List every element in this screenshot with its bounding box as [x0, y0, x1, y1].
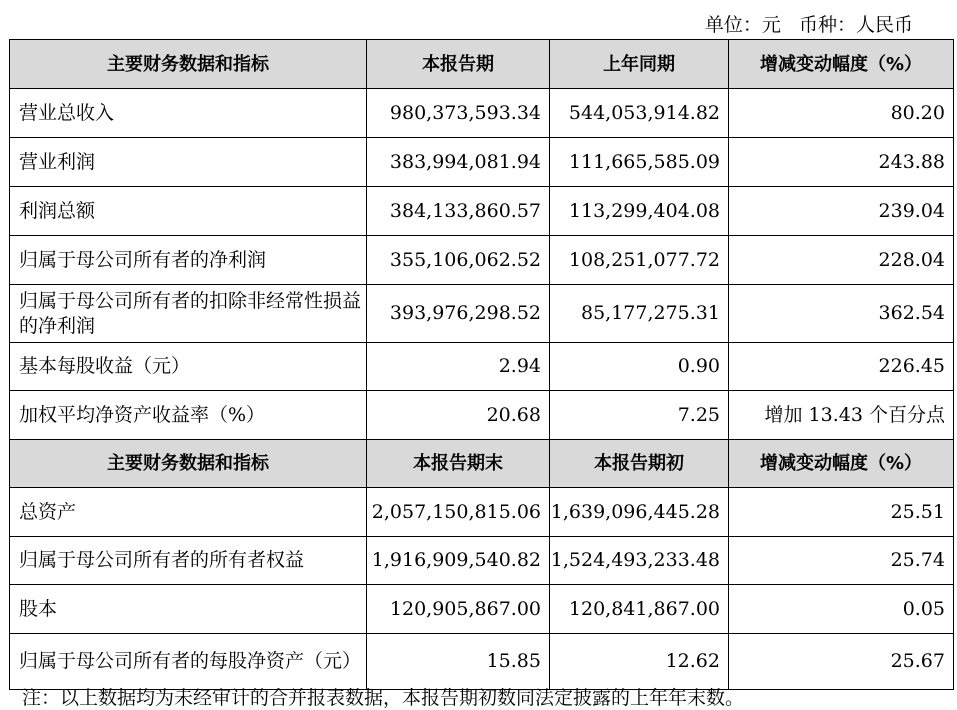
row-current: 980,373,593.34 — [367, 89, 550, 138]
row-label: 归属于母公司所有者的扣除非经常性损益的净利润 — [10, 285, 367, 343]
row-prior: 0.90 — [550, 343, 729, 391]
table-header-row — [10, 40, 954, 89]
row-prior: 113,299,404.08 — [550, 187, 729, 236]
row-change: 25.67 — [729, 634, 954, 690]
row-prior: 12.62 — [550, 634, 729, 690]
row-prior: 1,524,493,233.48 — [550, 537, 729, 585]
row-change: 0.05 — [729, 585, 954, 634]
table-row — [10, 236, 954, 285]
row-label: 加权平均净资产收益率（%） — [10, 391, 367, 440]
table-row — [10, 537, 954, 585]
row-change: 25.74 — [729, 537, 954, 585]
table-row — [10, 585, 954, 634]
row-change: 80.20 — [729, 89, 954, 138]
row-label: 归属于母公司所有者的所有者权益 — [10, 537, 367, 585]
row-prior: 120,841,867.00 — [550, 585, 729, 634]
row-change: 239.04 — [729, 187, 954, 236]
table-row — [10, 391, 954, 440]
header-indicator: 主要财务数据和指标 — [10, 440, 367, 488]
row-label: 归属于母公司所有者的每股净资产（元） — [10, 634, 367, 690]
row-current: 15.85 — [367, 634, 550, 690]
header-period-start: 本报告期初 — [550, 440, 729, 488]
header-current-period: 本报告期 — [367, 40, 550, 89]
unit-currency-line: 单位：元 币种：人民币 — [704, 14, 913, 36]
row-change: 228.04 — [729, 236, 954, 285]
row-label: 营业利润 — [10, 138, 367, 187]
table-row — [10, 187, 954, 236]
table-row — [10, 285, 954, 343]
row-change: 增加 13.43 个百分点 — [729, 391, 954, 440]
row-current: 383,994,081.94 — [367, 138, 550, 187]
header-period-end: 本报告期末 — [367, 440, 550, 488]
table-header-row — [10, 440, 954, 488]
row-label: 营业总收入 — [10, 89, 367, 138]
row-label: 基本每股收益（元） — [10, 343, 367, 391]
row-current: 355,106,062.52 — [367, 236, 550, 285]
table-row — [10, 89, 954, 138]
row-label: 归属于母公司所有者的净利润 — [10, 236, 367, 285]
row-current: 2,057,150,815.06 — [367, 488, 550, 537]
table-row — [10, 488, 954, 537]
row-change: 243.88 — [729, 138, 954, 187]
table-row — [10, 634, 954, 690]
row-current: 2.94 — [367, 343, 550, 391]
row-prior: 1,639,096,445.28 — [550, 488, 729, 537]
row-prior: 111,665,585.09 — [550, 138, 729, 187]
row-current: 1,916,909,540.82 — [367, 537, 550, 585]
header-change-pct: 增减变动幅度（%） — [729, 440, 954, 488]
row-prior: 7.25 — [550, 391, 729, 440]
row-current: 120,905,867.00 — [367, 585, 550, 634]
row-current: 20.68 — [367, 391, 550, 440]
row-label: 总资产 — [10, 488, 367, 537]
header-prior-period: 上年同期 — [550, 40, 729, 89]
row-label: 利润总额 — [10, 187, 367, 236]
table-row — [10, 343, 954, 391]
row-current: 384,133,860.57 — [367, 187, 550, 236]
row-prior: 85,177,275.31 — [550, 285, 729, 343]
row-prior: 108,251,077.72 — [550, 236, 729, 285]
row-change: 25.51 — [729, 488, 954, 537]
footnote: 注：以上数据均为未经审计的合并报表数据，本报告期初数同法定披露的上年年末数。 — [22, 687, 745, 709]
table-row — [10, 138, 954, 187]
header-change-pct: 增减变动幅度（%） — [729, 40, 954, 89]
row-label: 股本 — [10, 585, 367, 634]
row-change: 226.45 — [729, 343, 954, 391]
row-change: 362.54 — [729, 285, 954, 343]
row-prior: 544,053,914.82 — [550, 89, 729, 138]
row-current: 393,976,298.52 — [367, 285, 550, 343]
financial-data-table — [9, 39, 954, 690]
header-indicator: 主要财务数据和指标 — [10, 40, 367, 89]
